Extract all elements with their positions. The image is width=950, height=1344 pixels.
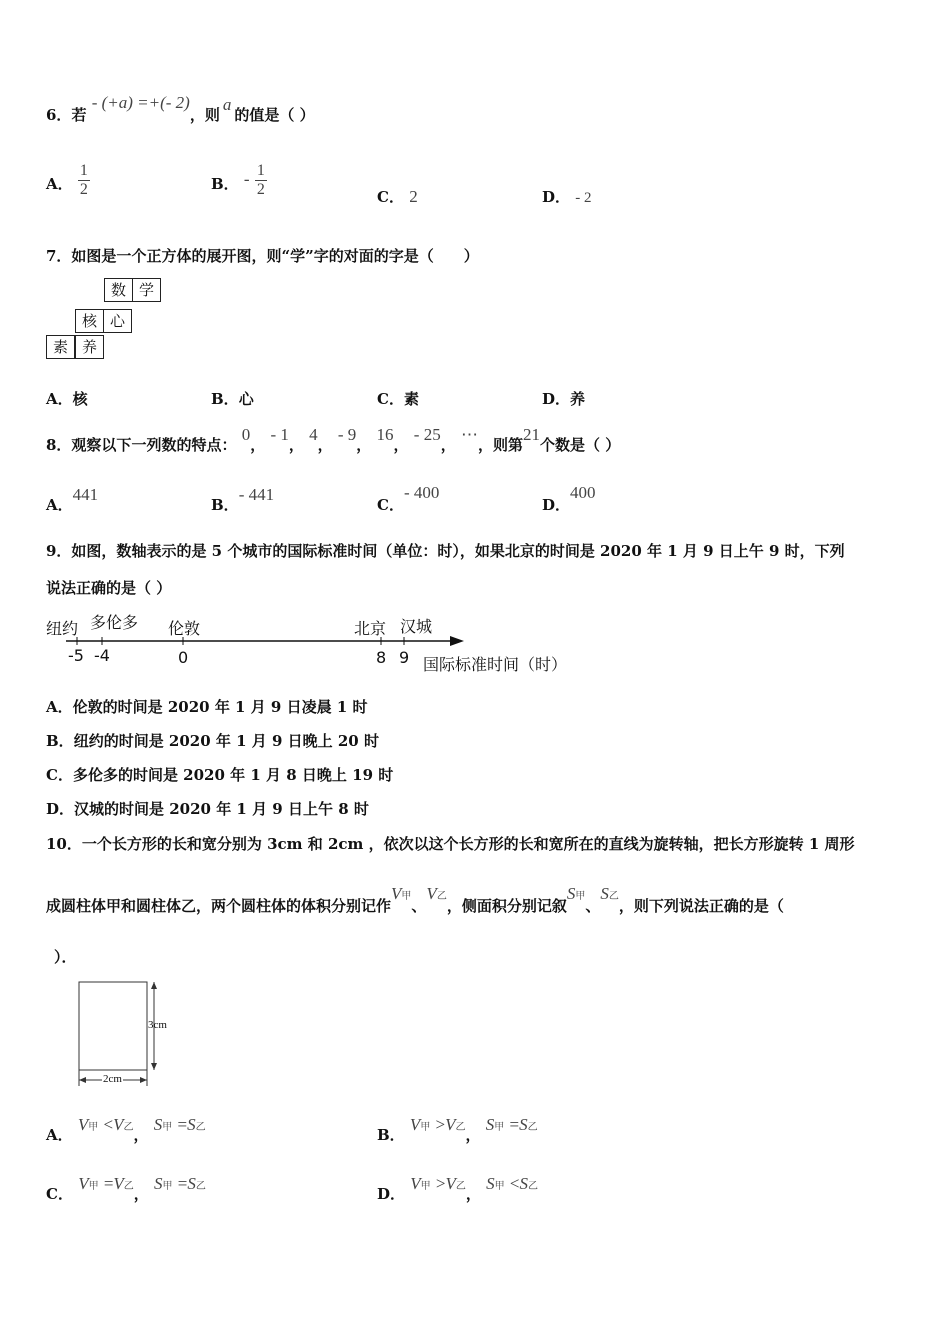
q7-option-c[interactable]: C．素 — [377, 390, 419, 408]
city-label: 多伦多 — [90, 613, 139, 632]
number-line-figure — [46, 608, 606, 680]
s-yi: S乙 — [600, 884, 619, 903]
relation-formula: V甲 >V乙 — [410, 1174, 466, 1193]
tick-label: 8 — [376, 648, 387, 667]
seq-term: - 9 — [337, 425, 357, 444]
q6-expression: - (+a) =+(- 2) — [91, 93, 190, 112]
cube-face: 学 — [132, 278, 161, 302]
q9-option-d[interactable]: D．汉城的时间是 2020 年 1 月 9 日上午 8 时 — [46, 800, 369, 818]
q7-option-d[interactable]: D．养 — [542, 390, 586, 408]
q8-option-a[interactable]: A．441 — [46, 485, 99, 514]
width-label: 2cm — [103, 1073, 122, 1085]
tick-label: -4 — [94, 646, 110, 665]
rectangle-figure — [74, 978, 184, 1090]
q6-option-a[interactable]: A． $\frac{1}{2}$ — [46, 162, 88, 198]
s-jia: S甲 — [566, 884, 586, 903]
fraction: $\frac{1}{2}$ — [79, 162, 88, 198]
q6-number: 6． — [46, 106, 72, 124]
q10-option-d[interactable]: D． V甲 >V乙， S甲 <S乙 — [377, 1174, 538, 1203]
seq-term: - 25 — [413, 425, 441, 444]
height-label: 3cm — [148, 1019, 167, 1031]
q8-option-c[interactable]: C．- 400 — [377, 483, 440, 514]
q9-option-c[interactable]: C．多伦多的时间是 2020 年 1 月 8 日晚上 19 时 — [46, 766, 394, 784]
rectangle-svg — [74, 978, 184, 1090]
q10-option-c[interactable]: C． V甲 =V乙， S甲 =S乙 — [46, 1174, 206, 1203]
relation-formula: S甲 <S乙 — [486, 1174, 538, 1193]
q10-stem-line1: 10．一个长方形的长和宽分别为 3cm 和 2cm ，依次以这个长方形的长和宽所在的直线为旋转轴，把长方形旋转 1 周形 — [46, 835, 855, 853]
relation-formula: S甲 =S乙 — [153, 1115, 206, 1134]
fraction: $\frac{1}{2}$ — [256, 162, 265, 198]
number-line-arrow — [450, 636, 464, 646]
tick-label: -5 — [68, 646, 84, 665]
q7-option-a[interactable]: A．核 — [46, 390, 88, 408]
q7-stem: 7．如图是一个正方体的展开图，则“学”字的对面的字是（ ） — [46, 247, 479, 265]
relation-formula: V甲 >V乙 — [409, 1115, 466, 1134]
v-jia: V甲 — [391, 884, 412, 903]
seq-term: ⋯ — [460, 425, 478, 444]
q8-option-b[interactable]: B．- 441 — [211, 485, 275, 514]
q10-stem-line3: ）． — [54, 948, 77, 966]
seq-term: 16 — [376, 425, 394, 444]
q9-option-a[interactable]: A．伦敦的时间是 2020 年 1 月 9 日凌晨 1 时 — [46, 698, 368, 716]
height-arrow — [151, 1063, 157, 1070]
seq-term: 4 — [309, 425, 318, 444]
rectangle — [79, 982, 147, 1070]
q6-option-d[interactable]: D． - 2 — [542, 188, 592, 206]
width-arrow — [140, 1077, 147, 1083]
relation-formula: V甲 <V乙 — [77, 1115, 134, 1134]
cube-face: 养 — [75, 335, 104, 359]
q8-stem: 8．观察以下一列数的特点： 0， - 1， 4， - 9， 16， - 25， ⋯，则第21个数是（ ） — [46, 425, 621, 454]
cube-face: 核 — [75, 309, 104, 333]
q6-variable: a — [222, 95, 232, 114]
q10-stem-line2: 成圆柱体甲和圆柱体乙，两个圆柱体的体积分别记作V甲、V乙，侧面积分别记叙S甲、S乙，则下列说法正确的是（ — [46, 884, 784, 915]
city-label: 纽约 — [46, 619, 79, 638]
relation-formula: S甲 =S乙 — [154, 1174, 206, 1193]
q9-option-b[interactable]: B．纽约的时间是 2020 年 1 月 9 日晚上 20 时 — [46, 732, 379, 750]
tick-label: 9 — [399, 648, 410, 667]
q6-option-c[interactable]: C． 2 — [377, 187, 418, 206]
height-arrow — [151, 982, 157, 989]
relation-formula: S甲 =S乙 — [485, 1115, 538, 1134]
cube-net — [46, 278, 166, 364]
cube-face: 素 — [46, 335, 75, 359]
cube-face: 数 — [104, 278, 133, 302]
width-arrow — [79, 1077, 86, 1083]
relation-formula: V甲 =V乙 — [78, 1174, 134, 1193]
axis-label: 国际标准时间（时） — [423, 655, 568, 674]
tick-label: 0 — [178, 648, 189, 667]
v-yi: V乙 — [426, 884, 447, 903]
q6-stem: 6．若 - (+a) =+(- 2)，则a的值是（ ） — [46, 93, 315, 124]
seq-index: 21 — [522, 425, 540, 444]
cube-face: 心 — [103, 309, 132, 333]
q7-option-b[interactable]: B．心 — [211, 390, 254, 408]
seq-term: - 1 — [270, 425, 289, 444]
city-label: 北京 — [354, 619, 387, 638]
q10-option-b[interactable]: B． V甲 >V乙， S甲 =S乙 — [377, 1115, 538, 1144]
q9-stem-line1: 9．如图，数轴表示的是 5 个城市的国际标准时间（单位：时），如果北京的时间是 2020 年 1 月 9 日上午 9 时，下列 — [46, 542, 845, 560]
q8-option-d[interactable]: D．400 — [542, 483, 596, 514]
q10-option-a[interactable]: A． V甲 <V乙， S甲 =S乙 — [46, 1115, 206, 1144]
q9-stem-line2: 说法正确的是（ ） — [46, 579, 172, 597]
seq-term: 0 — [241, 425, 251, 444]
q6-option-b[interactable]: B． - $\frac{1}{2}$ — [211, 162, 265, 198]
city-label: 伦敦 — [168, 619, 201, 638]
city-label: 汉城 — [400, 617, 433, 636]
